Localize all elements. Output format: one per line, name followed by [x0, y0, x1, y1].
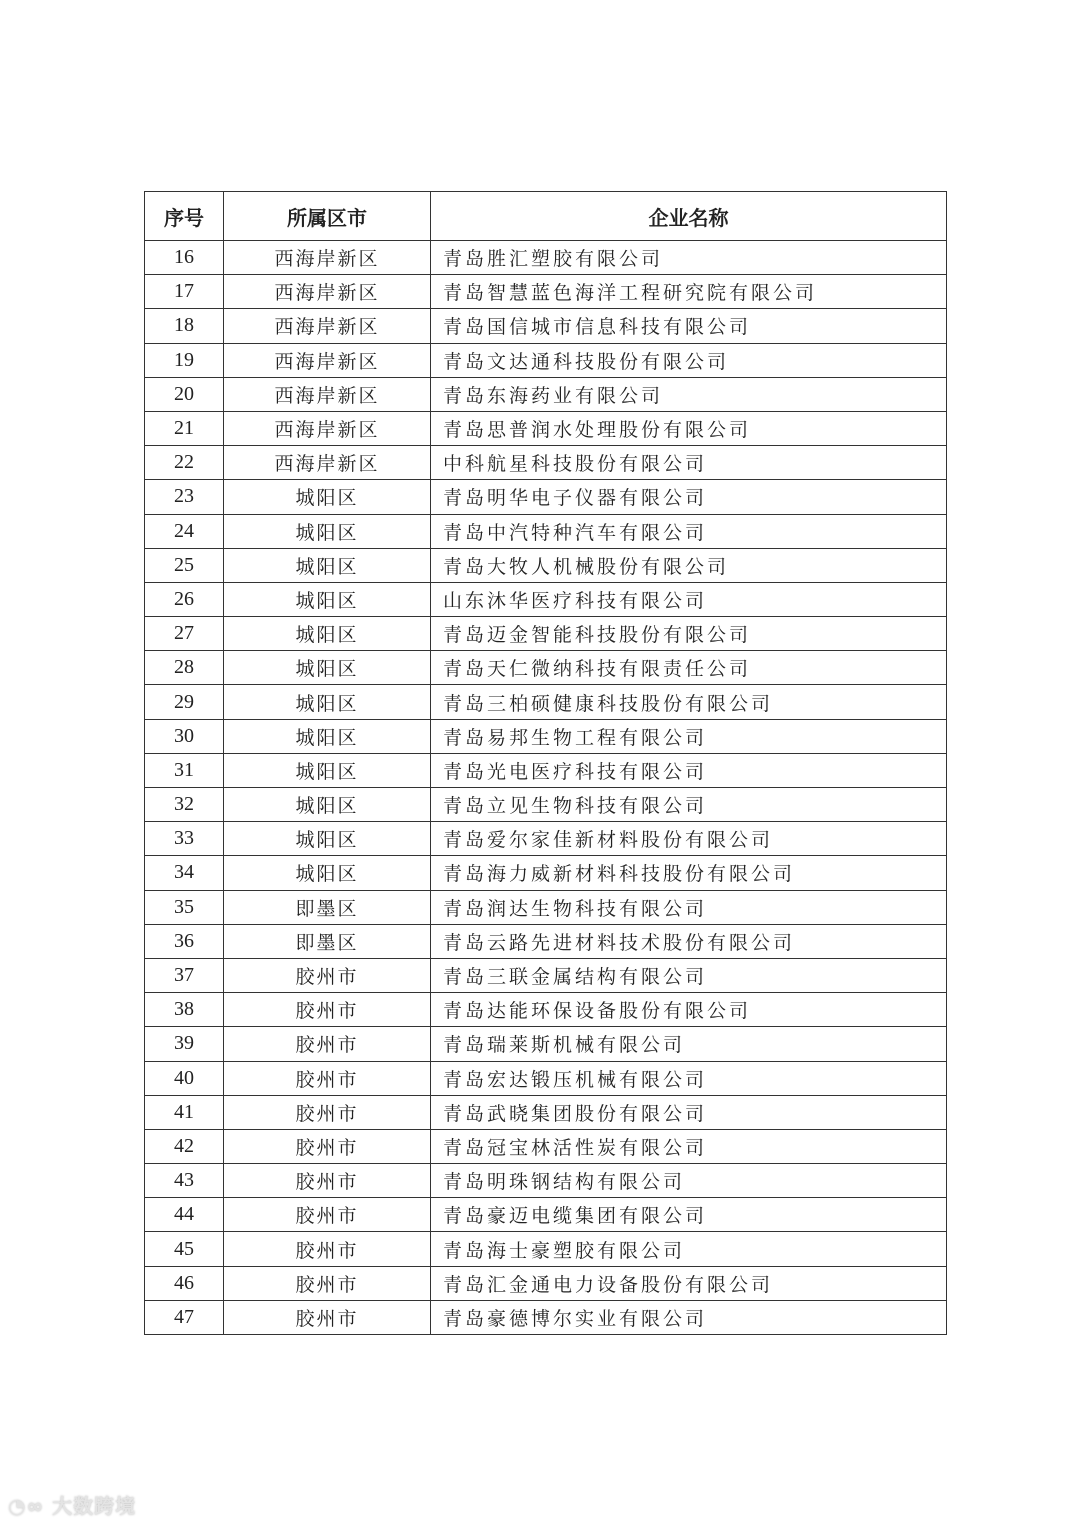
row-company: 青岛海力威新材料科技股份有限公司: [431, 856, 947, 890]
row-company: 青岛迈金智能科技股份有限公司: [431, 617, 947, 651]
row-district: 城阳区: [224, 651, 431, 685]
company-table: [144, 191, 947, 1335]
row-district: 城阳区: [224, 719, 431, 753]
row-index: 26: [145, 582, 224, 616]
row-district: 胶州市: [224, 1061, 431, 1095]
row-district: 胶州市: [224, 1198, 431, 1232]
row-company: 青岛海士豪塑胶有限公司: [431, 1232, 947, 1266]
row-district: 胶州市: [224, 1232, 431, 1266]
row-index: 17: [145, 275, 224, 309]
row-district: 胶州市: [224, 1095, 431, 1129]
row-company: 青岛文达通科技股份有限公司: [431, 343, 947, 377]
row-district: 城阳区: [224, 514, 431, 548]
table-row: [145, 753, 947, 787]
table-row: [145, 651, 947, 685]
row-district: 胶州市: [224, 993, 431, 1027]
row-district: 即墨区: [224, 890, 431, 924]
table-row: [145, 1129, 947, 1163]
table-row: [145, 343, 947, 377]
row-company: 青岛智慧蓝色海洋工程研究院有限公司: [431, 275, 947, 309]
row-index: 36: [145, 924, 224, 958]
row-district: 西海岸新区: [224, 309, 431, 343]
row-district: 城阳区: [224, 480, 431, 514]
table-row: [145, 1164, 947, 1198]
row-company: 青岛武晓集团股份有限公司: [431, 1095, 947, 1129]
table-row: [145, 788, 947, 822]
watermark: [8, 1490, 136, 1519]
row-company: 青岛爱尔家佳新材料股份有限公司: [431, 822, 947, 856]
row-index: 35: [145, 890, 224, 924]
row-company: 青岛冠宝林活性炭有限公司: [431, 1129, 947, 1163]
row-index: 33: [145, 822, 224, 856]
table-row: [145, 1232, 947, 1266]
row-index: 43: [145, 1164, 224, 1198]
table-row: [145, 1198, 947, 1232]
row-company: 青岛胜汇塑胶有限公司: [431, 241, 947, 275]
table-row: [145, 582, 947, 616]
row-company: 青岛三联金属结构有限公司: [431, 958, 947, 992]
table-row: [145, 719, 947, 753]
table-row: [145, 377, 947, 411]
table-row: [145, 1266, 947, 1300]
table-row: [145, 1027, 947, 1061]
row-index: 32: [145, 788, 224, 822]
watermark-logo-icon: ◔∞: [8, 1494, 53, 1518]
row-district: 西海岸新区: [224, 377, 431, 411]
row-index: 27: [145, 617, 224, 651]
row-company: 青岛豪德博尔实业有限公司: [431, 1300, 947, 1334]
header-index: 序号: [145, 192, 224, 241]
row-index: 39: [145, 1027, 224, 1061]
table-row: [145, 1300, 947, 1334]
row-index: 30: [145, 719, 224, 753]
row-index: 41: [145, 1095, 224, 1129]
row-district: 胶州市: [224, 1164, 431, 1198]
row-company: 青岛达能环保设备股份有限公司: [431, 993, 947, 1027]
row-company: 青岛三柏硕健康科技股份有限公司: [431, 685, 947, 719]
table-row: [145, 856, 947, 890]
table-row: [145, 1095, 947, 1129]
row-district: 胶州市: [224, 1300, 431, 1334]
row-index: 31: [145, 753, 224, 787]
row-district: 城阳区: [224, 822, 431, 856]
row-district: 胶州市: [224, 958, 431, 992]
row-index: 24: [145, 514, 224, 548]
table-row: [145, 822, 947, 856]
table-row: [145, 685, 947, 719]
row-district: 西海岸新区: [224, 241, 431, 275]
table-body: [145, 241, 947, 1335]
table-row: [145, 890, 947, 924]
row-company: 青岛光电医疗科技有限公司: [431, 753, 947, 787]
row-index: 25: [145, 548, 224, 582]
row-company: 青岛云路先进材料技术股份有限公司: [431, 924, 947, 958]
row-company: 青岛中汽特种汽车有限公司: [431, 514, 947, 548]
table-row: [145, 411, 947, 445]
table-row: [145, 924, 947, 958]
row-index: 20: [145, 377, 224, 411]
row-index: 29: [145, 685, 224, 719]
row-index: 34: [145, 856, 224, 890]
row-company: 青岛豪迈电缆集团有限公司: [431, 1198, 947, 1232]
table-header-row: [145, 192, 947, 241]
table-row: [145, 241, 947, 275]
row-district: 胶州市: [224, 1129, 431, 1163]
row-district: 城阳区: [224, 685, 431, 719]
row-index: 37: [145, 958, 224, 992]
row-index: 46: [145, 1266, 224, 1300]
row-index: 44: [145, 1198, 224, 1232]
row-company: 青岛明珠钢结构有限公司: [431, 1164, 947, 1198]
row-district: 胶州市: [224, 1266, 431, 1300]
row-index: 38: [145, 993, 224, 1027]
table-row: [145, 309, 947, 343]
row-company: 青岛易邦生物工程有限公司: [431, 719, 947, 753]
row-company: 青岛宏达锻压机械有限公司: [431, 1061, 947, 1095]
row-district: 胶州市: [224, 1027, 431, 1061]
row-district: 西海岸新区: [224, 411, 431, 445]
row-company: 青岛大牧人机械股份有限公司: [431, 548, 947, 582]
row-district: 即墨区: [224, 924, 431, 958]
header-district: 所属区市: [224, 192, 431, 241]
watermark-text: 大数跨境: [52, 1494, 137, 1518]
row-district: 西海岸新区: [224, 343, 431, 377]
row-district: 西海岸新区: [224, 275, 431, 309]
row-index: 47: [145, 1300, 224, 1334]
row-index: 16: [145, 241, 224, 275]
row-index: 22: [145, 446, 224, 480]
table-row: [145, 480, 947, 514]
table-row: [145, 275, 947, 309]
row-index: 23: [145, 480, 224, 514]
row-company: 青岛立见生物科技有限公司: [431, 788, 947, 822]
row-company: 青岛国信城市信息科技有限公司: [431, 309, 947, 343]
row-index: 18: [145, 309, 224, 343]
row-index: 40: [145, 1061, 224, 1095]
row-district: 城阳区: [224, 856, 431, 890]
row-index: 45: [145, 1232, 224, 1266]
row-district: 城阳区: [224, 753, 431, 787]
table-row: [145, 548, 947, 582]
row-company: 青岛明华电子仪器有限公司: [431, 480, 947, 514]
row-company: 青岛思普润水处理股份有限公司: [431, 411, 947, 445]
row-company: 青岛汇金通电力设备股份有限公司: [431, 1266, 947, 1300]
row-district: 西海岸新区: [224, 446, 431, 480]
row-district: 城阳区: [224, 617, 431, 651]
row-company: 青岛润达生物科技有限公司: [431, 890, 947, 924]
row-company: 青岛瑞莱斯机械有限公司: [431, 1027, 947, 1061]
table-row: [145, 1061, 947, 1095]
table-row: [145, 958, 947, 992]
row-company: 青岛天仁微纳科技有限责任公司: [431, 651, 947, 685]
table-row: [145, 446, 947, 480]
table-row: [145, 514, 947, 548]
row-index: 19: [145, 343, 224, 377]
table-row: [145, 993, 947, 1027]
row-district: 城阳区: [224, 582, 431, 616]
row-company: 中科航星科技股份有限公司: [431, 446, 947, 480]
row-company: 山东沐华医疗科技有限公司: [431, 582, 947, 616]
row-district: 城阳区: [224, 788, 431, 822]
table-row: [145, 617, 947, 651]
row-index: 42: [145, 1129, 224, 1163]
row-index: 21: [145, 411, 224, 445]
header-company: 企业名称: [431, 192, 947, 241]
row-company: 青岛东海药业有限公司: [431, 377, 947, 411]
row-index: 28: [145, 651, 224, 685]
row-district: 城阳区: [224, 548, 431, 582]
